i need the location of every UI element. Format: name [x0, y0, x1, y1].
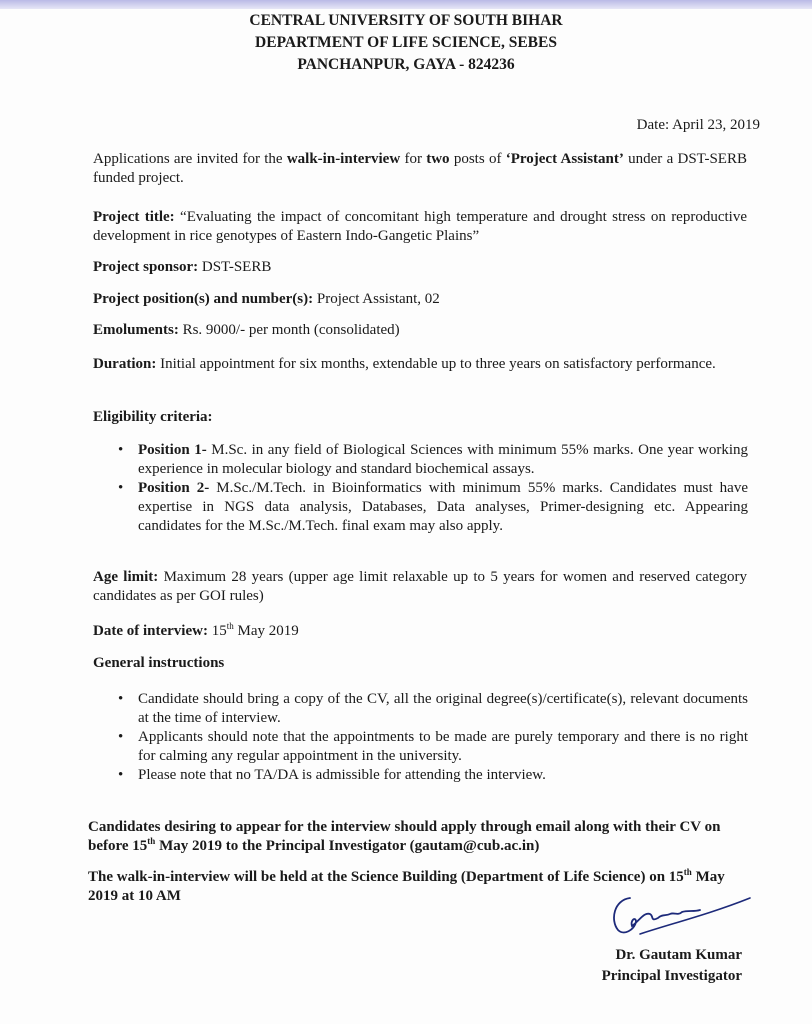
general-list	[118, 690, 748, 785]
venue-text: May 2019 at 10 AM	[88, 869, 725, 904]
position-2-text: M.Sc./M.Tech. in Bioinformatics with minimum 55% marks. Candidates must have expertise in NGS data analysis, Databases, Data analyses, Primer-designing etc. Appearing candidates for the M.Sc./M.Tech. final exam may also apply.	[138, 480, 748, 534]
sponsor-label: Project sponsor:	[93, 259, 199, 275]
list-item	[118, 766, 748, 785]
signature-icon	[600, 890, 760, 950]
eligibility-heading: Eligibility criteria:	[93, 409, 213, 425]
project-sponsor	[93, 258, 747, 277]
list-item	[118, 479, 748, 536]
project-positions	[93, 290, 747, 309]
signatory-title: Principal Investigator	[601, 968, 742, 984]
intro-bold-post: ‘Project Assistant’	[505, 151, 624, 167]
signatory-name: Dr. Gautam Kumar	[615, 947, 742, 963]
interview-date-label: Date of interview:	[93, 623, 208, 639]
notice-date: Date: April 23, 2019	[636, 117, 760, 133]
positions-label: Project position(s) and number(s):	[93, 291, 314, 307]
header-address: PANCHANPUR, GAYA - 824236	[297, 56, 515, 73]
interview-date	[93, 622, 747, 641]
list-item	[118, 728, 748, 766]
venue-text: The walk-in-interview will be held at the Science Building (Department of Life Science) on 15	[88, 869, 684, 885]
instruction-text: Please note that no TA/DA is admissible for attending the interview.	[138, 767, 546, 783]
age-limit-value: Maximum 28 years (upper age limit relaxable up to 5 years for women and reserved category candidates as per GOI rules)	[93, 569, 747, 604]
interview-date-day: 15	[207, 623, 227, 639]
emoluments-label: Emoluments:	[93, 322, 179, 338]
list-item	[118, 441, 748, 479]
header-university: CENTRAL UNIVERSITY OF SOUTH BIHAR	[249, 12, 563, 29]
position-1-label: Position 1-	[138, 442, 207, 458]
intro-bold-two: two	[426, 151, 450, 167]
project-title	[93, 208, 747, 246]
instruction-text: Candidate should bring a copy of the CV, all the original degree(s)/certificate(s), relevant documents at the time of interview.	[138, 691, 748, 726]
apply-text: May 2019 to the Principal Investigator (gautam@cub.ac.in)	[155, 838, 540, 854]
project-title-label: Project title:	[93, 209, 175, 225]
positions-value: Project Assistant, 02	[313, 291, 440, 307]
age-limit-label: Age limit:	[93, 569, 159, 585]
bullet-icon: •	[118, 691, 124, 707]
duration-label: Duration:	[93, 356, 157, 372]
position-2-label: Position 2-	[138, 480, 210, 496]
emoluments-value: Rs. 9000/- per month (consolidated)	[178, 322, 400, 338]
instruction-text: Applicants should note that the appointments to be made are purely temporary and there is no right for calming any regular appointment in the university.	[138, 729, 748, 764]
list-item	[118, 690, 748, 728]
application-instruction	[88, 818, 748, 856]
interview-date-sup: th	[226, 621, 234, 631]
bullet-icon: •	[118, 480, 124, 496]
interview-date-rest: May 2019	[233, 623, 299, 639]
intro-text: Applications are invited for the	[93, 151, 287, 167]
duration-value: Initial appointment for six months, extendable up to three years on satisfactory performance.	[156, 356, 716, 372]
apply-sup: th	[147, 836, 156, 846]
intro-text: for	[400, 151, 427, 167]
intro-text: under a DST-SERB funded project.	[93, 151, 747, 186]
venue-sup: th	[683, 867, 692, 877]
sponsor-value: DST-SERB	[198, 259, 272, 275]
general-heading: General instructions	[93, 655, 225, 671]
intro-bold-walkin: walk-in-interview	[286, 151, 401, 167]
emoluments	[93, 321, 747, 340]
bullet-icon: •	[118, 767, 124, 783]
bullet-icon: •	[118, 729, 124, 745]
eligibility-list	[118, 441, 748, 536]
age-limit	[93, 568, 747, 606]
bullet-icon: •	[118, 442, 124, 458]
intro-text: posts of	[449, 151, 506, 167]
apply-text: Candidates desiring to appear for the interview should apply through email along with their CV on before 15	[88, 819, 721, 854]
header-department: DEPARTMENT OF LIFE SCIENCE, SEBES	[255, 34, 557, 51]
project-title-value: “Evaluating the impact of concomitant high temperature and drought stress on reproductive development in rice genotypes of Eastern Indo-Gangetic Plains”	[93, 209, 747, 244]
duration	[93, 355, 747, 374]
position-1-text: M.Sc. in any field of Biological Sciences with minimum 55% marks. One year working experience in molecular biology and standard biochemical assays.	[138, 442, 748, 477]
intro-paragraph	[93, 150, 747, 188]
